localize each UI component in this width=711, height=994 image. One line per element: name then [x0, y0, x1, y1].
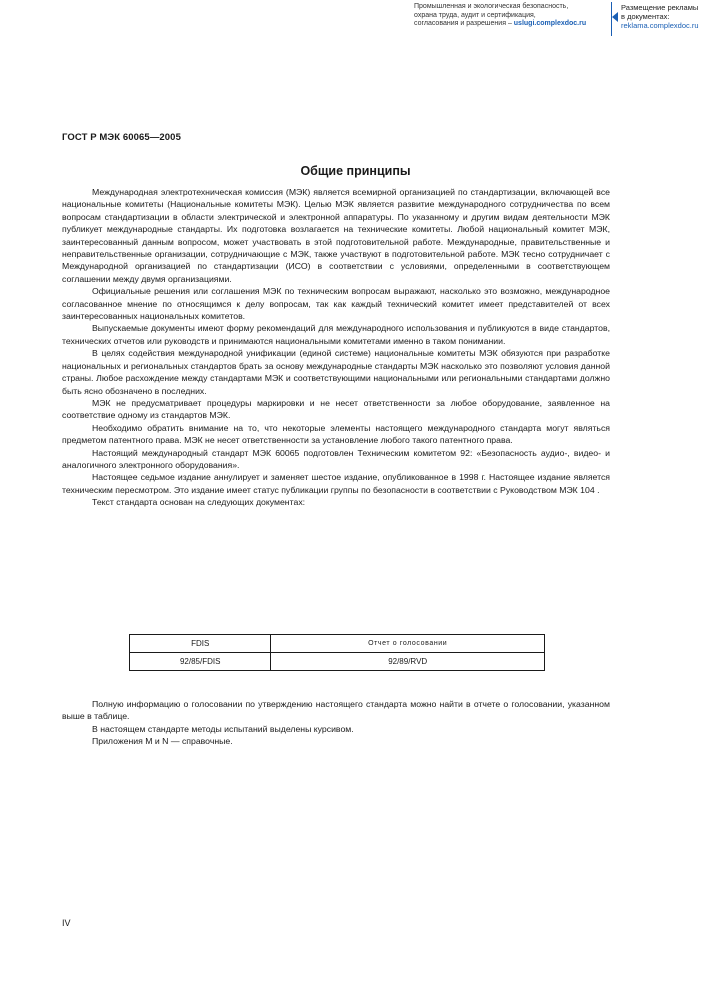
- paragraph: МЭК не предусматривает процедуры маркировки и не несет ответственности за любое оборудование, заявленное на соответствие одному из стандартов МЭК.: [62, 397, 610, 421]
- banner-right: [621, 3, 711, 30]
- body-text: [62, 186, 610, 509]
- table-header-cell: FDIS: [130, 635, 271, 653]
- paragraph: Настоящий международный стандарт МЭК 60065 подготовлен Техническим комитетом 92: «Безопасность аудио-, видео- и аналогичного электронного оборудования».: [62, 447, 610, 470]
- body-text-after-table: [62, 698, 610, 748]
- banner-right-line1: Размещение рекламы: [621, 3, 699, 12]
- table-header-cell: Отчет о голосовании: [271, 635, 545, 653]
- paragraph: Международная электротехническая комиссия (МЭК) является всемирной организацией по стандартизации, включающей все национальные комитеты (Национальные комитеты МЭК). Целью МЭК является развитие международного сотрудничества по всем вопросам стандартизации в области электрической и электронной аппаратуры. По указанному и другим видам деятельности МЭК публикует международные стандарты. Их подготовка возлагается на технические комитеты. Любой национальный комитет МЭК, заинтересованный данным вопросом, может участвовать в этой подготовительной работе. Международные, правительственные и неправительственные организации, сотрудничающие с МЭК, также участвуют в подготовительной работе. МЭК тесно сотрудничает с Международной организацией по стандартизации (ИСО) в соответствии с условиями, определенными в соответствующем соглашении между двумя организациями.: [62, 187, 610, 284]
- table-row: [130, 653, 545, 671]
- paragraph: В настоящем стандарте методы испытаний выделены курсивом.: [92, 723, 354, 734]
- paragraph: В целях содействия международной унификации (единой системе) национальные комитеты МЭК обязуются при разработке национальных и региональных стандартов брать за основу международные стандарты МЭК насколько это позволяют условия данной страны. Любое расхождение между стандартами МЭК и соответствующими национальными или региональными стандартами должно быть ясно обозначено в последних.: [62, 348, 610, 396]
- reklama-link[interactable]: reklama.complexdoc.ru: [621, 21, 699, 30]
- paragraph: Необходимо обратить внимание на то, что некоторые элементы настоящего международного стандарта могут являться предметом патентного права. МЭК не несет ответственности за установление любого такого патентного права.: [62, 422, 610, 446]
- table-cell: 92/85/FDIS: [130, 653, 271, 671]
- paragraph: Выпускаемые документы имеют форму рекомендаций для международного использования и публикуются в виде стандартов, технических отчетов или руководств и принимаются национальными комитетами именно в таком понимании.: [62, 323, 610, 346]
- paragraph: Официальные решения или соглашения МЭК по техническим вопросам выражают, насколько это возможно, международное согласованное мнение по относящимся к делу вопросам, так как каждый технический комитет имеет представителей от всех заинтересованных национальных комитетов.: [62, 286, 610, 322]
- paragraph: Приложения М и N — справочные.: [92, 736, 233, 747]
- paragraph: Настоящее седьмое издание аннулирует и заменяет шестое издание, опубликованное в 1998 г. Настоящее издание является техническим пересмотром. Это издание имеет статус публикации группы по безопасности в соответствии с Руководством МЭК 104 .: [62, 472, 610, 495]
- document-header: ГОСТ Р МЭК 60065—2005: [62, 132, 181, 143]
- banner-left: [414, 3, 602, 29]
- banner-right-line2: в документах:: [621, 12, 670, 21]
- banner-left-line3: согласования и разрешения –: [414, 20, 514, 28]
- arrow-left-icon: [612, 12, 618, 22]
- uslugi-link[interactable]: uslugi.complexdoc.ru: [513, 20, 587, 28]
- banner-left-line2: охрана труда, аудит и сертификация,: [414, 11, 536, 19]
- section-title: Общие принципы: [300, 164, 411, 178]
- banner-left-line1: Промышленная и экологическая безопасность,: [414, 3, 569, 10]
- table-cell: 92/89/RVD: [271, 653, 545, 671]
- documents-table: [129, 634, 545, 671]
- paragraph: Текст стандарта основан на следующих документах:: [92, 497, 306, 508]
- page-number: IV: [62, 918, 71, 928]
- table-row: [130, 635, 545, 653]
- paragraph: Полную информацию о голосовании по утверждению настоящего стандарта можно найти в отчете о голосовании, указанном выше в таблице.: [62, 699, 610, 722]
